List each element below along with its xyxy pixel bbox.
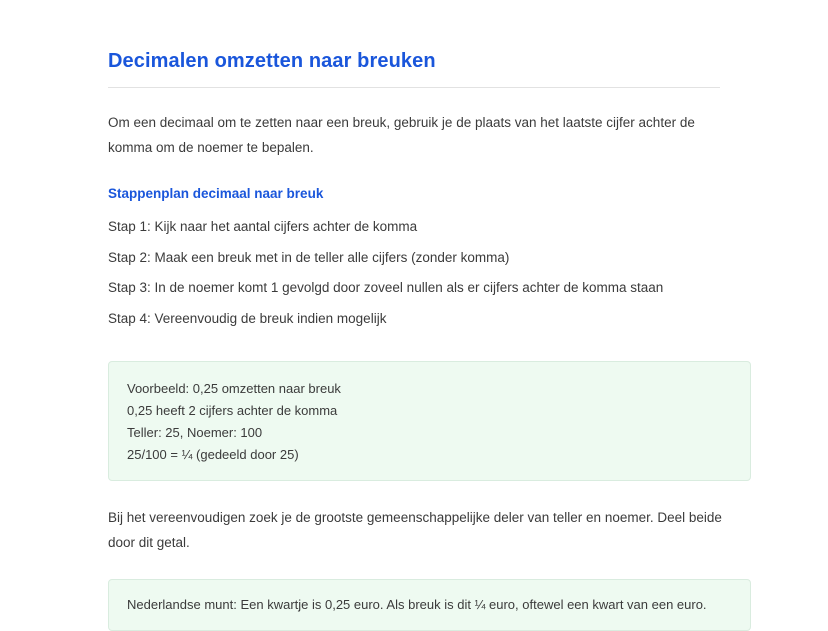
note-text: Nederlandse munt: Een kwartje is 0,25 euro. Als breuk is dit ¼ euro, oftewel een kwart van een euro. [127,597,707,612]
list-item: Stap 2: Maak een breuk met in de teller alle cijfers (zonder komma) [108,249,510,265]
list-item: Stap 4: Vereenvoudig de breuk indien mogelijk [108,310,387,326]
body-paragraph: Bij het vereenvoudigen zoek je de grootste gemeenschappelijke deler van teller en noemer. Deel beide door dit getal. [108,510,722,550]
intro-paragraph: Om een decimaal om te zetten naar een breuk, gebruik je de plaats van het laatste cijfer achter de komma om de noemer te bepalen. [108,115,695,155]
callout-line: 25/100 = ¼ (gedeeld door 25) [127,447,299,462]
page-title: Decimalen omzetten naar breuken [108,50,436,72]
section-heading-stappenplan: Stappenplan decimaal naar breuk [108,186,324,201]
example-callout-box [108,361,751,481]
title-divider [108,87,720,88]
list-item: Stap 1: Kijk naar het aantal cijfers achter de komma [108,219,418,234]
callout-line: 0,25 heeft 2 cijfers achter de komma [127,403,338,418]
list-item: Stap 3: In de noemer komt 1 gevolgd door zoveel nullen als er cijfers achter de komma staan [108,280,664,295]
callout-line: Teller: 25, Noemer: 100 [127,425,263,440]
steps-list [108,217,720,339]
callout-line: Voorbeeld: 0,25 omzetten naar breuk [127,381,341,396]
note-callout-box [108,579,751,631]
